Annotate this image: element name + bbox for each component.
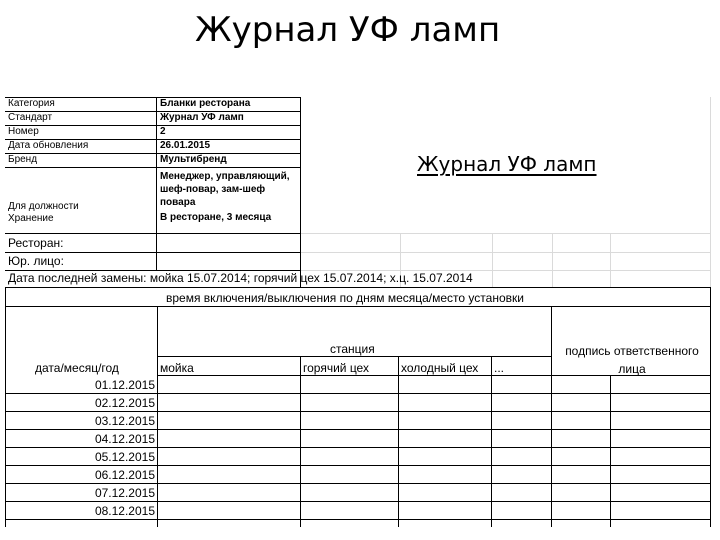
section-header: время включения/выключения по дням месяца/место установки [166,291,524,305]
meta-label-positions: Для должности [8,201,79,212]
meta-value-number: 2 [160,126,166,137]
station-cold-shop: холодный цех [401,361,479,375]
meta-value-brand: Мультибренд [160,154,227,165]
date-row: 06.12.2015 [94,468,155,482]
date-row: 05.12.2015 [94,450,155,464]
date-row: 07.12.2015 [94,486,155,500]
date-row: 08.12.2015 [94,504,155,518]
station-sink: мойка [160,361,194,375]
station-more: ... [494,361,505,375]
meta-value-standard: Журнал УФ ламп [160,112,244,123]
meta-label-storage: Хранение [8,213,54,224]
meta-label-number: Номер [8,126,39,137]
date-row: 03.12.2015 [94,414,155,428]
signature-header: подпись ответственного лица [565,344,699,376]
meta-value-positions: Менеджер, управляющий, шеф-повар, зам-шеф повара [160,171,290,208]
meta-label-standard: Стандарт [8,112,53,123]
meta-label-brand: Бренд [8,154,38,165]
document-title: Журнал УФ ламп [417,152,597,176]
meta-value-update-date: 26.01.2015 [160,140,211,151]
restaurant-label: Ресторан: [8,236,64,250]
meta-label-category: Категория [8,98,55,109]
last-replacement-text: Дата последней замены: мойка 15.07.2014; горячий цех 15.07.2014; х.ц. 15.07.2014 [8,271,473,285]
date-row: 04.12.2015 [94,432,155,446]
legal-entity-label: Юр. лицо: [8,254,64,268]
date-row: 02.12.2015 [94,396,155,410]
meta-value-storage: В ресторане, 3 месяца [160,212,272,223]
slide-title: Журнал УФ ламп [195,10,501,50]
journal-sheet [5,97,711,527]
date-header: дата/месяц/год [35,361,119,375]
date-row: 01.12.2015 [94,378,155,392]
meta-value-category: Бланки ресторана [160,98,251,109]
meta-label-update-date: Дата обновления [8,140,89,151]
station-header: станция [330,342,375,356]
station-hot-shop: горячий цех [303,361,369,375]
